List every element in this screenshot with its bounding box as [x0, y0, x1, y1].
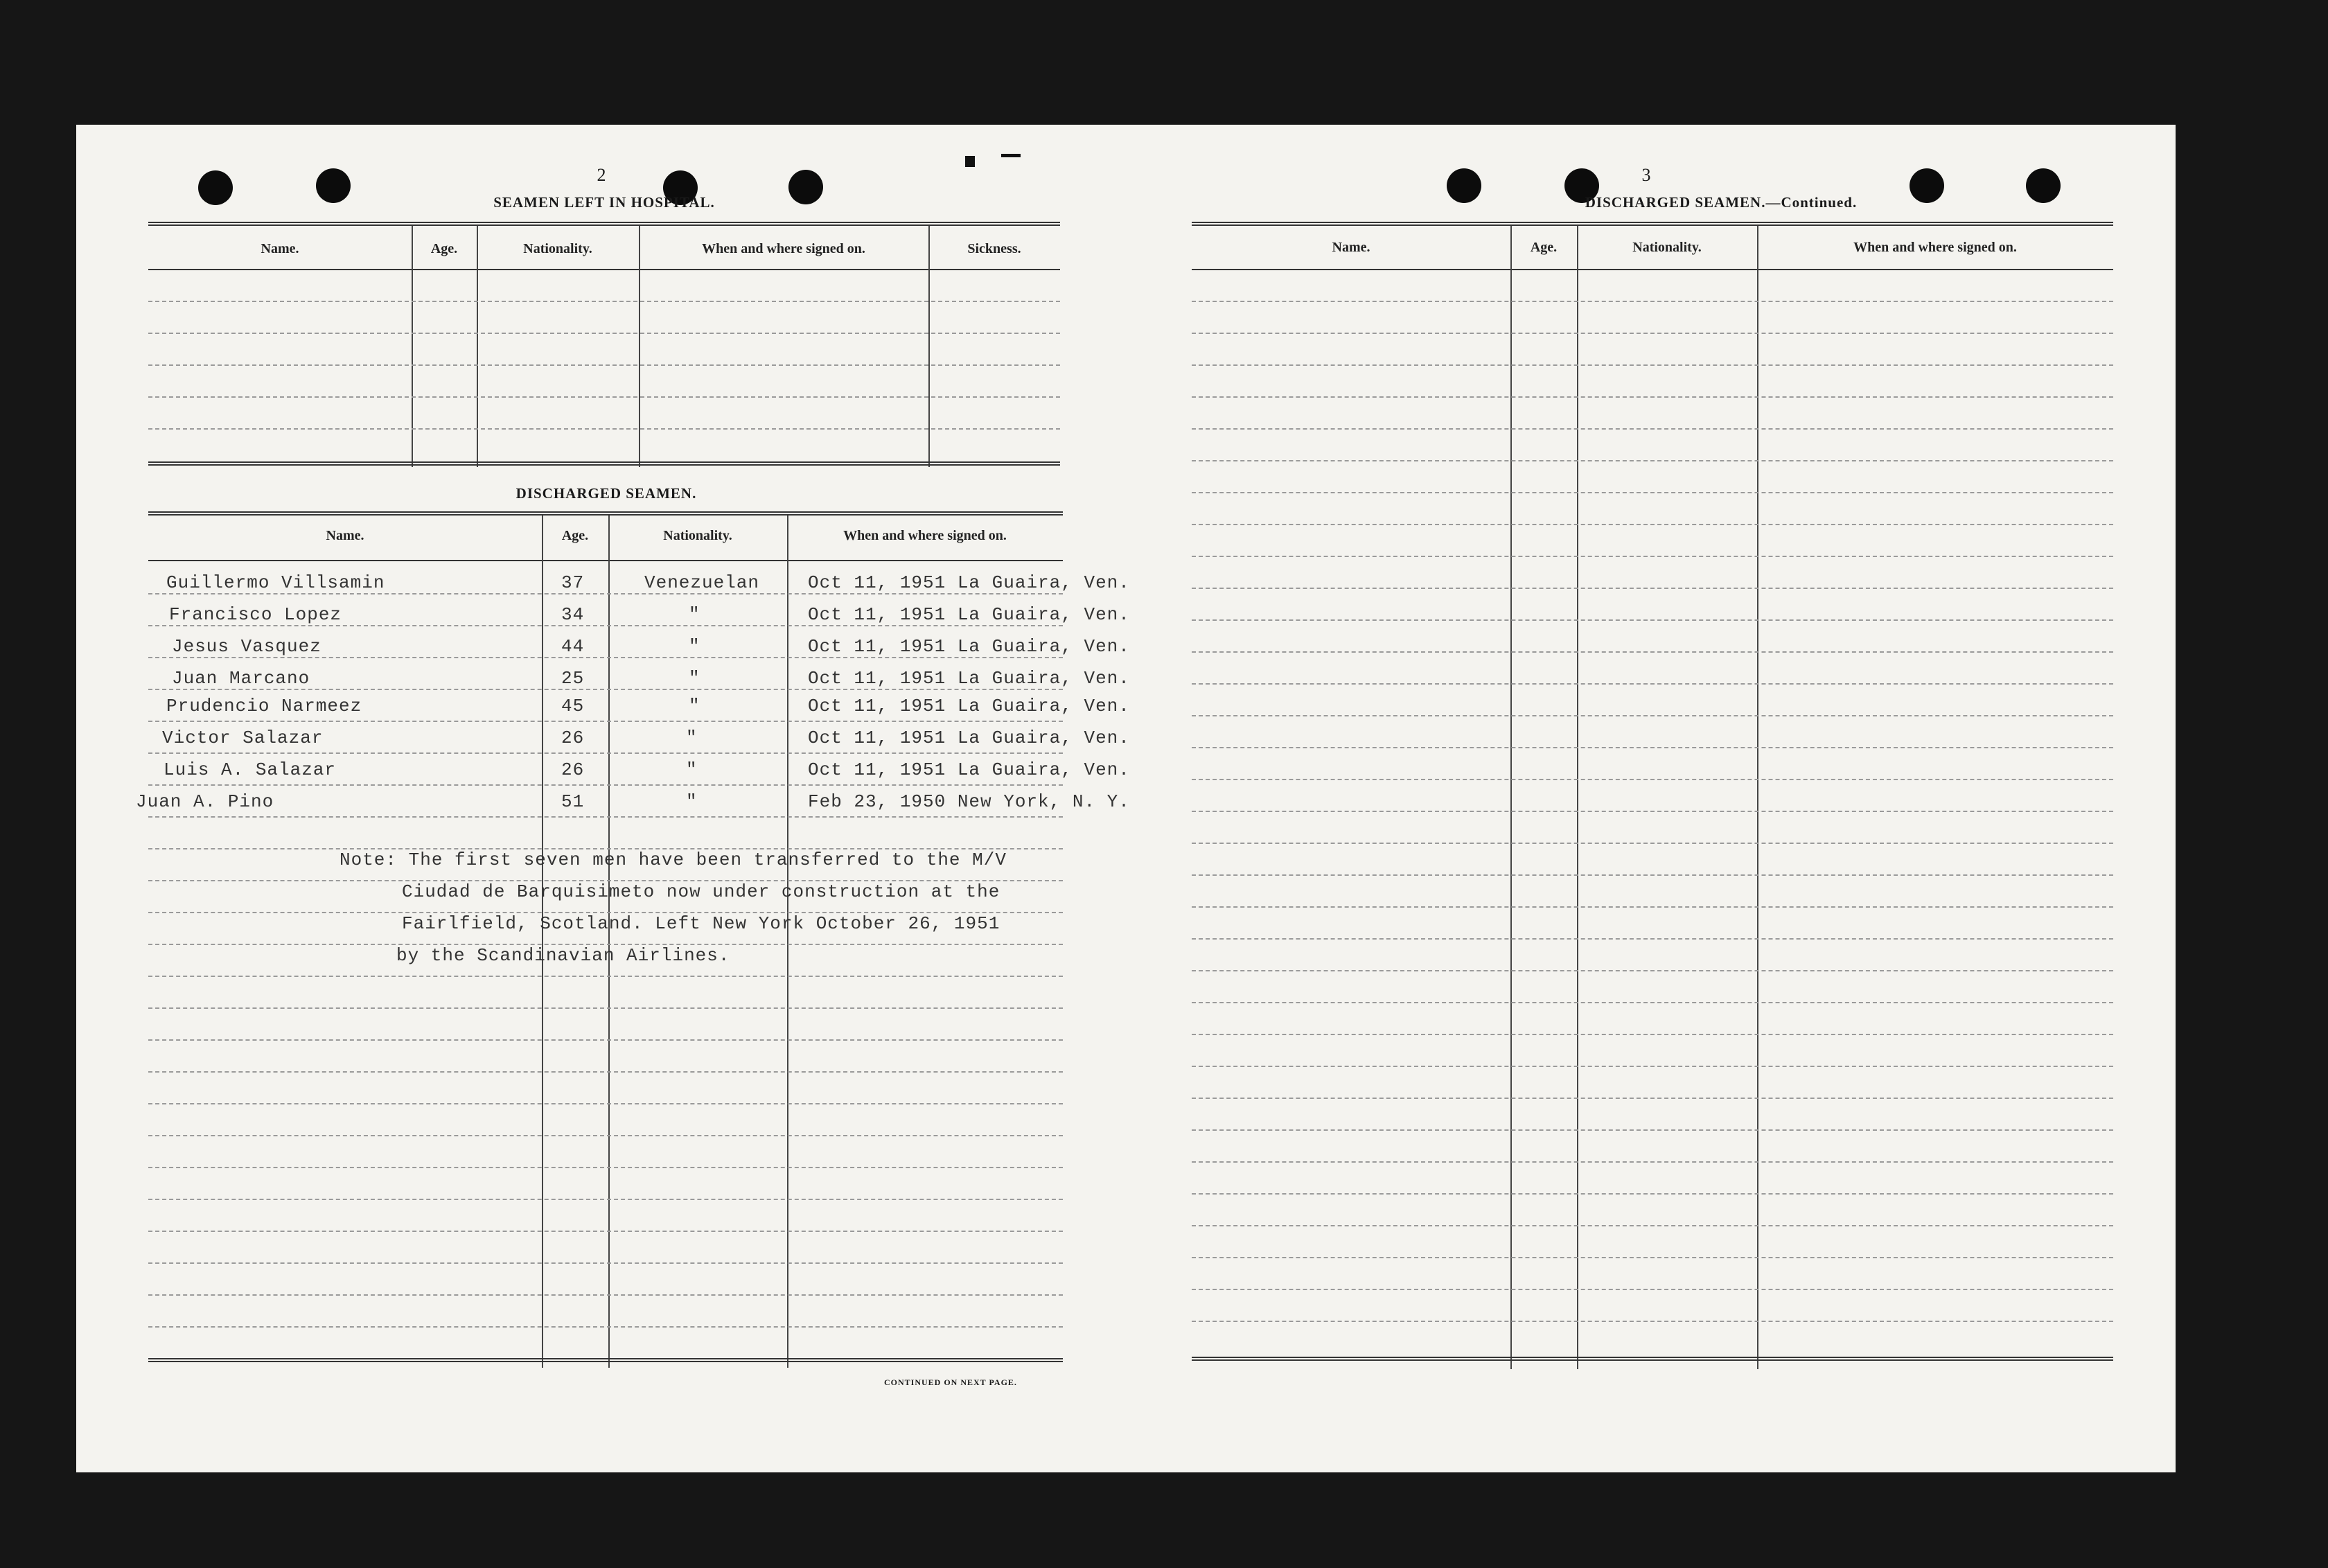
- seaman-age: 44: [561, 636, 585, 657]
- column-header-name: Name.: [261, 241, 299, 256]
- note-line: Note: The first seven men have been transferred to the M/V: [340, 849, 1007, 870]
- seaman-signed-on: Oct 11, 1951 La Guaira, Ven.: [808, 668, 1130, 689]
- seaman-nationality: ": [689, 604, 700, 625]
- discharged-table: [136, 511, 1130, 1371]
- column-header-sickness: Sickness.: [967, 241, 1021, 256]
- seaman-signed-on: Oct 11, 1951 La Guaira, Ven.: [808, 604, 1130, 625]
- seaman-name: Victor Salazar: [162, 728, 324, 748]
- seaman-name: Jesus Vasquez: [172, 636, 321, 657]
- hospital-table: [148, 222, 1060, 471]
- continued-footer: CONTINUED ON NEXT PAGE.: [884, 1377, 1017, 1387]
- seaman-age: 51: [561, 791, 585, 812]
- seaman-nationality: ": [689, 668, 700, 689]
- punch-hole: [198, 170, 233, 205]
- seaman-age: 34: [561, 604, 585, 625]
- note-line: Fairlfield, Scotland. Left New York October 26, 1951: [402, 913, 1000, 934]
- column-header-age: Age.: [430, 241, 458, 256]
- seaman-name: Prudencio Narmeez: [166, 696, 362, 716]
- seaman-signed-on: Oct 11, 1951 La Guaira, Ven.: [808, 696, 1130, 716]
- column-header-signed-on: When and where signed on.: [843, 528, 1007, 543]
- seaman-age: 26: [561, 728, 585, 748]
- seaman-name: Guillermo Villsamin: [166, 572, 385, 593]
- punch-hole: [788, 170, 823, 204]
- section-title-hospital: SEAMEN LEFT IN HOSPITAL.: [493, 194, 715, 211]
- discharged-continued-table: [1192, 222, 2113, 1373]
- seaman-nationality: ": [686, 728, 698, 748]
- seaman-nationality: Venezuelan: [644, 572, 760, 593]
- ink-speck: [1001, 154, 1021, 157]
- punch-hole: [1447, 168, 1481, 203]
- column-header-nationality: Nationality.: [663, 528, 732, 543]
- note-line: by the Scandinavian Airlines.: [396, 945, 730, 966]
- seaman-nationality: ": [686, 759, 698, 780]
- seaman-name: Juan Marcano: [172, 668, 310, 689]
- punch-hole: [1910, 168, 1944, 203]
- seaman-signed-on: Oct 11, 1951 La Guaira, Ven.: [808, 572, 1130, 593]
- seaman-age: 37: [561, 572, 585, 593]
- ink-speck: [965, 156, 975, 167]
- column-header-nationality: Nationality.: [523, 241, 592, 256]
- document-sheet: [76, 125, 2176, 1472]
- seaman-age: 26: [561, 759, 585, 780]
- column-header-name: Name.: [1332, 240, 1370, 255]
- section-title-discharged-continued: DISCHARGED SEAMEN.—Continued.: [1585, 194, 1858, 211]
- punch-hole: [316, 168, 351, 203]
- seaman-signed-on: Oct 11, 1951 La Guaira, Ven.: [808, 759, 1130, 780]
- punch-hole: [2026, 168, 2061, 203]
- column-header-name: Name.: [326, 528, 364, 543]
- note-line: Ciudad de Barquisimeto now under construction at the: [402, 881, 1000, 902]
- seaman-name: Luis A. Salazar: [164, 759, 337, 780]
- column-header-age: Age.: [1530, 240, 1558, 255]
- seaman-signed-on: Oct 11, 1951 La Guaira, Ven.: [808, 636, 1130, 657]
- page-number: 3: [1641, 165, 1651, 185]
- seaman-nationality: ": [689, 636, 700, 657]
- section-title-discharged: DISCHARGED SEAMEN.: [515, 485, 697, 502]
- seaman-signed-on: Oct 11, 1951 La Guaira, Ven.: [808, 728, 1130, 748]
- column-header-age: Age.: [561, 528, 589, 543]
- seaman-age: 45: [561, 696, 585, 716]
- seaman-signed-on: Feb 23, 1950 New York, N. Y.: [808, 791, 1130, 812]
- seaman-nationality: ": [689, 696, 700, 716]
- column-header-nationality: Nationality.: [1632, 240, 1702, 255]
- column-header-signed-on: When and where signed on.: [702, 241, 865, 256]
- seaman-age: 25: [561, 668, 585, 689]
- column-header-signed-on: When and where signed on.: [1853, 240, 2017, 255]
- seaman-nationality: ": [686, 791, 698, 812]
- seaman-name: Francisco Lopez: [169, 604, 342, 625]
- seaman-name: Juan A. Pino: [136, 791, 274, 812]
- page-number: 2: [597, 165, 606, 185]
